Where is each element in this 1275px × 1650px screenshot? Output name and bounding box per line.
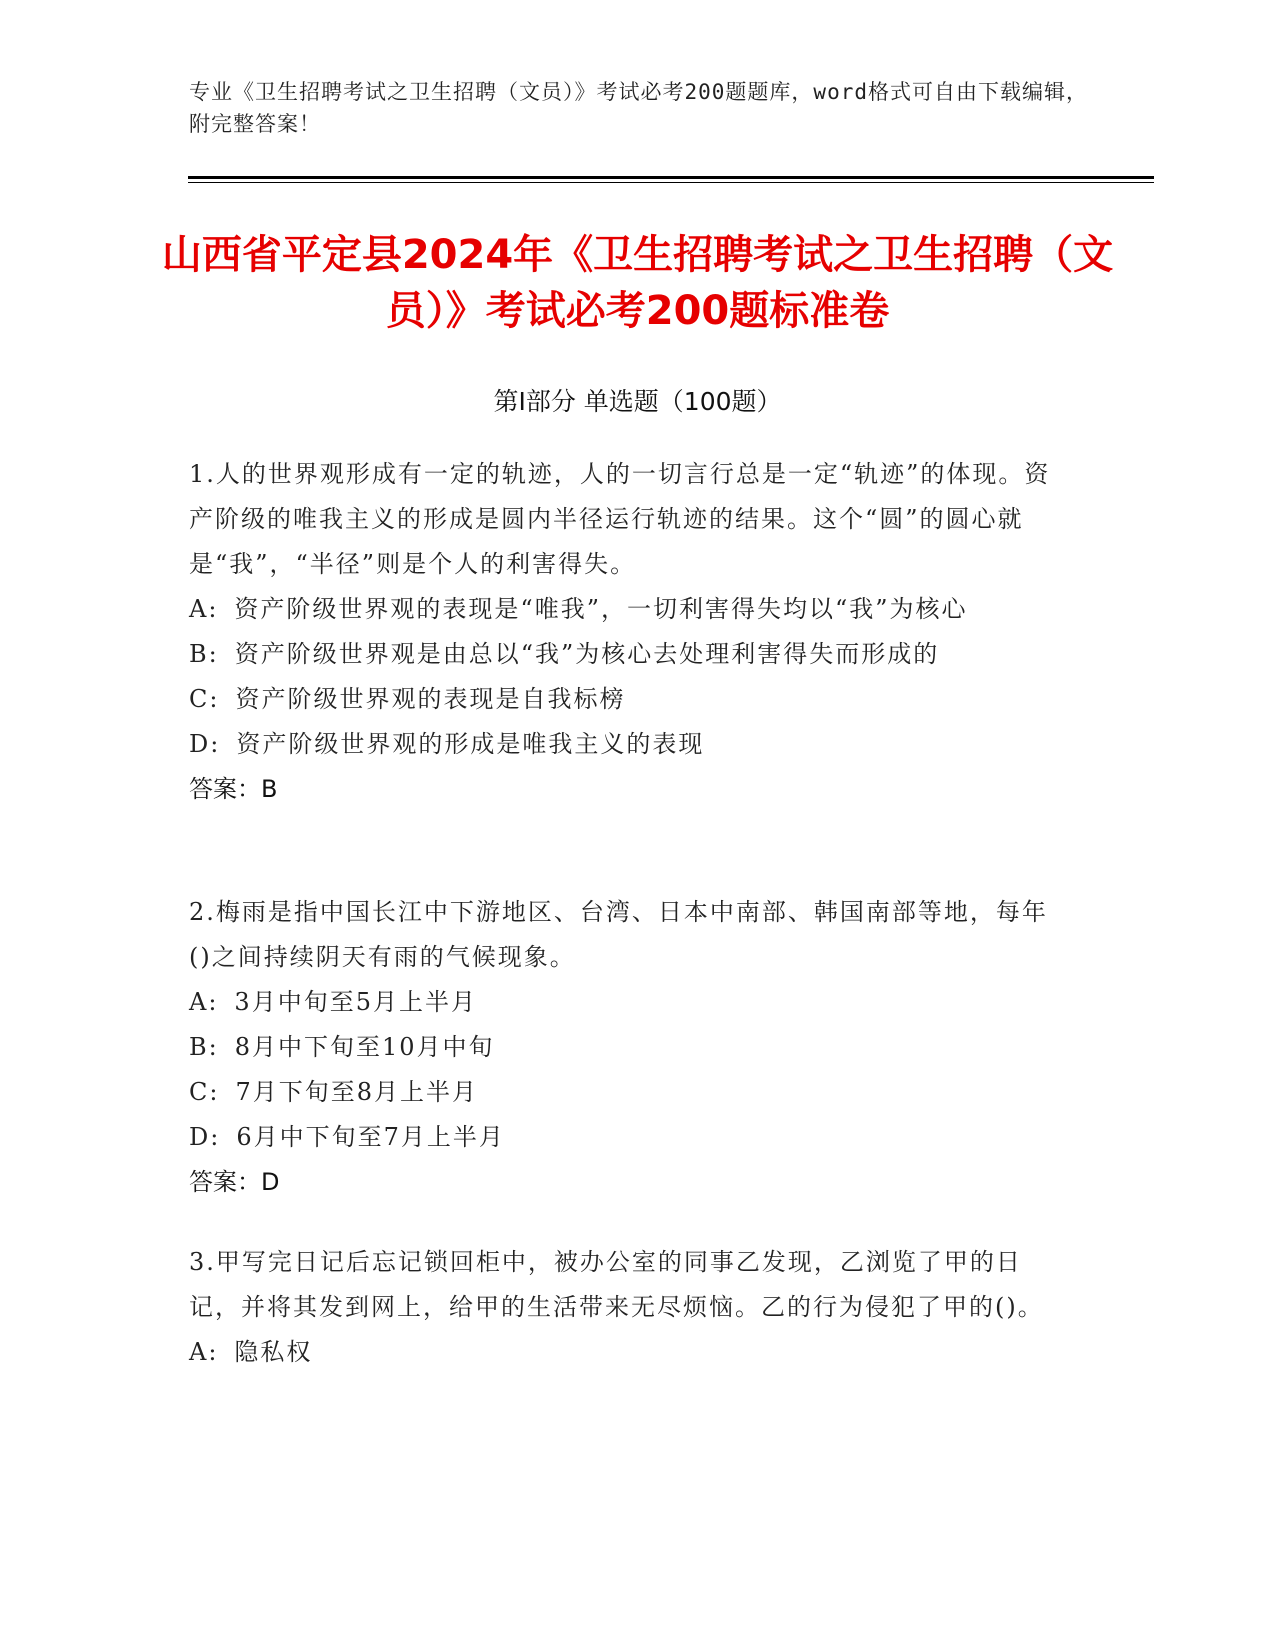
option-letter: A: — [189, 1338, 219, 1366]
option-text: 资产阶级世界观的形成是唯我主义的表现 — [236, 730, 705, 758]
option-letter: B: — [189, 640, 219, 668]
option-text: 资产阶级世界观的表现是“唯我”，一切利害得失均以“我”为核心 — [234, 595, 968, 623]
option-text: 6月中下旬至7月上半月 — [236, 1123, 505, 1151]
header-note: 专业《卫生招聘考试之卫生招聘（文员）》考试必考200题题库，word格式可自由下载编辑，附完整答案！ — [189, 80, 1088, 136]
option-letter: B: — [189, 1033, 219, 1061]
option-text: 隐私权 — [234, 1338, 313, 1366]
option-text: 3月中旬至5月上半月 — [234, 988, 477, 1016]
header-divider-thick — [188, 176, 1154, 179]
header-divider-thin — [188, 182, 1154, 183]
option-letter: D: — [189, 730, 221, 758]
question-stem: 3.甲写完日记后忘记锁回柜中，被办公室的同事乙发现，乙浏览了甲的日记，并将其发到网上，给甲的生活带来无尽烦恼。乙的行为侵犯了甲的()。 — [189, 1248, 1044, 1321]
question-2 — [189, 890, 1069, 1205]
section-heading: 第Ⅰ部分 单选题（100题） — [493, 387, 782, 416]
answer-value: D — [261, 1168, 280, 1196]
option-c — [189, 1070, 1069, 1115]
option-d — [189, 1115, 1069, 1160]
option-text: 8月中下旬至10月中旬 — [234, 1033, 495, 1061]
option-d — [189, 722, 1069, 767]
question-1 — [189, 452, 1069, 812]
option-c — [189, 677, 1069, 722]
question-3 — [189, 1240, 1069, 1375]
answer-value: B — [261, 775, 278, 803]
answer-line — [189, 767, 1069, 812]
option-text: 资产阶级世界观是由总以“我”为核心去处理利害得失而形成的 — [234, 640, 940, 668]
option-b — [189, 632, 1069, 677]
answer-line — [189, 1160, 1069, 1205]
answer-label: 答案： — [189, 1168, 261, 1196]
question-stem: 1.人的世界观形成有一定的轨迹，人的一切言行总是一定“轨迹”的体现。资产阶级的唯我主义的形成是圆内半径运行轨迹的结果。这个“圆”的圆心就是“我”，“半径”则是个人的利害得失。 — [189, 460, 1051, 578]
question-stem: 2.梅雨是指中国长江中下游地区、台湾、日本中南部、韩国南部等地，每年()之间持续阴天有雨的气候现象。 — [189, 898, 1048, 971]
option-text: 资产阶级世界观的表现是自我标榜 — [235, 685, 626, 713]
option-a — [189, 587, 1069, 632]
option-letter: A: — [189, 988, 219, 1016]
option-letter: D: — [189, 1123, 221, 1151]
option-b — [189, 1025, 1069, 1070]
option-letter: C: — [189, 1078, 220, 1106]
option-a — [189, 1330, 1069, 1375]
document-title: 山西省平定县2024年《卫生招聘考试之卫生招聘（文员）》考试必考200题标准卷 — [161, 232, 1114, 334]
option-a — [189, 980, 1069, 1025]
answer-label: 答案： — [189, 775, 261, 803]
option-text: 7月下旬至8月上半月 — [235, 1078, 478, 1106]
option-letter: A: — [189, 595, 219, 623]
option-letter: C: — [189, 685, 220, 713]
